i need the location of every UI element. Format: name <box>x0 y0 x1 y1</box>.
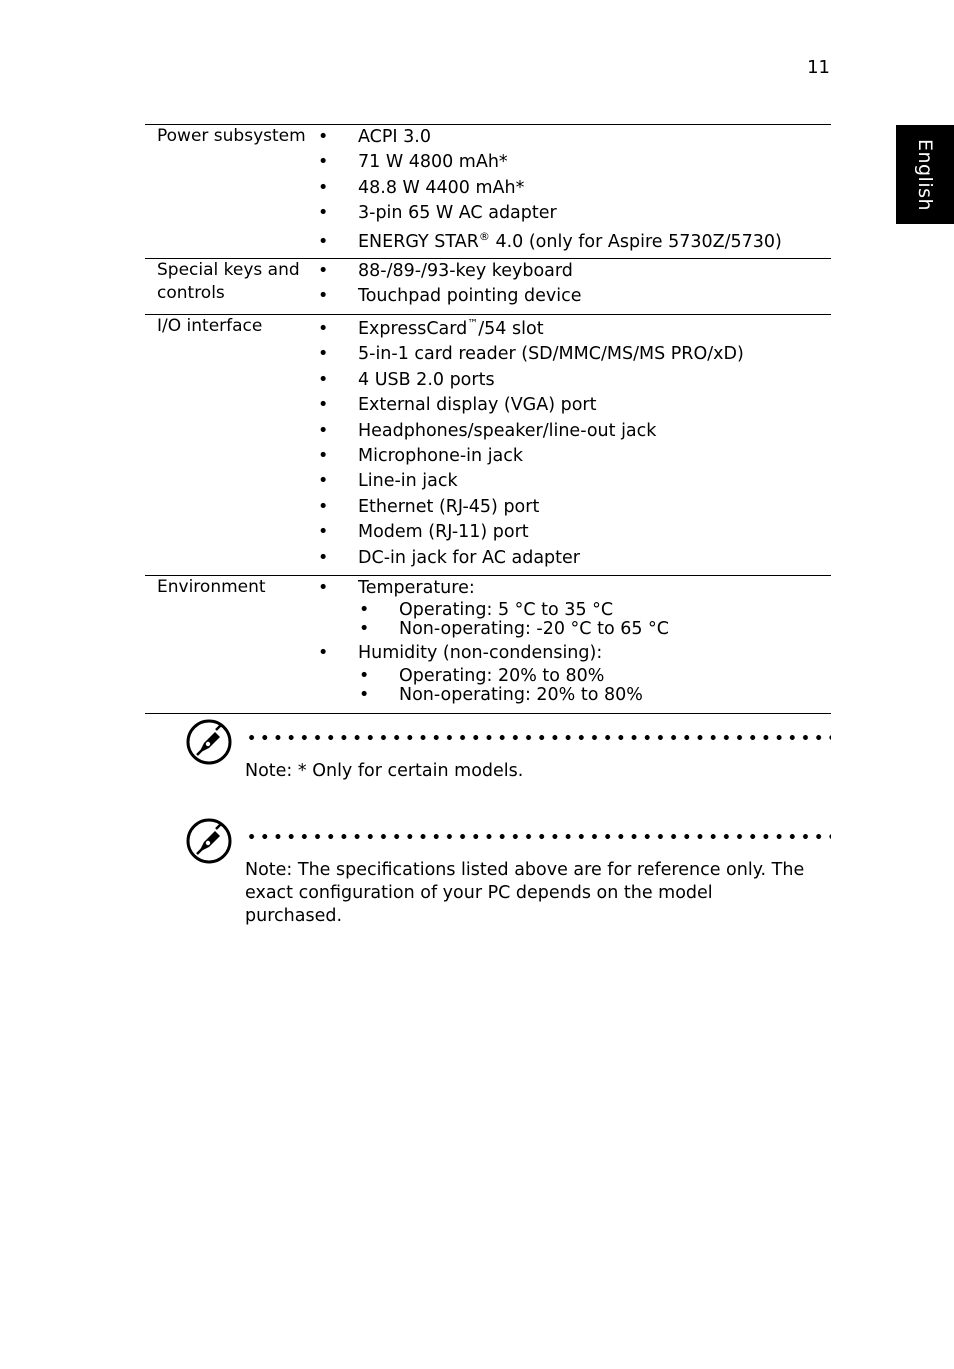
list-item: • Microphone-in jack <box>358 444 831 469</box>
list-item <box>358 576 831 639</box>
spec-label: I/O interface <box>157 316 263 336</box>
list-item: • 88-/89-/93-key keyboard <box>358 259 831 284</box>
trademark-mark: ™ <box>467 317 479 330</box>
note-pen-icon <box>185 718 233 766</box>
list-item: • 4 USB 2.0 ports <box>358 368 831 393</box>
sub-items <box>358 667 831 705</box>
spec-items <box>358 315 831 571</box>
spec-items <box>358 576 831 705</box>
list-item: • 48.8 W 4400 mAh* <box>358 176 831 201</box>
registered-mark: ® <box>478 229 490 243</box>
sub-list-item: • Operating: 20% to 80% <box>399 667 831 686</box>
note-block <box>185 817 831 926</box>
item-text: ExpressCard <box>358 319 468 339</box>
spec-row-environment <box>145 575 831 713</box>
note-block <box>185 718 831 798</box>
note-body: The specifications listed above are for reference only. The exact configuration of your PC depends on the model purchased. <box>245 860 805 926</box>
list-item: • 5-in-1 card reader (SD/MMC/MS/MS PRO/xD) <box>358 342 831 367</box>
spec-row-special-keys <box>145 258 831 314</box>
spec-label: Power subsystem <box>157 126 306 146</box>
spec-row-power <box>145 124 831 258</box>
list-item: • Modem (RJ-11) port <box>358 520 831 545</box>
list-item <box>358 317 831 342</box>
item-text: /54 slot <box>478 319 544 339</box>
sub-list-item: • Non-operating: -20 °C to 65 °C <box>399 620 831 639</box>
note-label: Note: <box>245 860 293 880</box>
spec-label: Special keys and controls <box>157 260 300 303</box>
note-text <box>245 859 811 928</box>
list-item: • Touchpad pointing device <box>358 284 831 309</box>
dotted-separator <box>245 834 831 839</box>
item-text: Humidity (non-condensing): <box>358 643 603 664</box>
list-item: • Ethernet (RJ-45) port <box>358 495 831 520</box>
item-text: ENERGY STAR <box>358 231 479 252</box>
list-item: • Line-in jack <box>358 469 831 494</box>
list-item: • Headphones/speaker/line-out jack <box>358 419 831 444</box>
note-pen-icon <box>185 817 233 865</box>
sub-list-item: • Operating: 5 °C to 35 °C <box>399 601 831 620</box>
note-body: Only for certain models. <box>306 761 524 781</box>
note-label: Note: * <box>245 761 307 781</box>
language-tab <box>896 125 954 224</box>
page-number: 11 <box>807 57 830 78</box>
item-text: 4.0 (only for Aspire 5730Z/5730) <box>489 231 782 252</box>
list-item <box>358 230 831 255</box>
note-text <box>245 760 811 783</box>
item-text: Temperature: <box>358 578 475 598</box>
list-item: • ACPI 3.0 <box>358 125 831 150</box>
list-item <box>358 641 831 704</box>
list-item: • 71 W 4800 mAh* <box>358 150 831 175</box>
list-item: • 3-pin 65 W AC adapter <box>358 201 831 226</box>
spec-items <box>358 125 831 255</box>
list-item: • External display (VGA) port <box>358 393 831 418</box>
spec-table <box>145 124 831 714</box>
spec-row-io-interface <box>145 314 831 575</box>
sub-list-item: • Non-operating: 20% to 80% <box>399 686 831 705</box>
sub-items <box>358 601 831 639</box>
spec-items <box>358 259 831 310</box>
spec-label: Environment <box>157 577 266 597</box>
dotted-separator <box>245 735 831 740</box>
list-item: • DC-in jack for AC adapter <box>358 546 831 571</box>
language-tab-label: English <box>914 138 936 211</box>
